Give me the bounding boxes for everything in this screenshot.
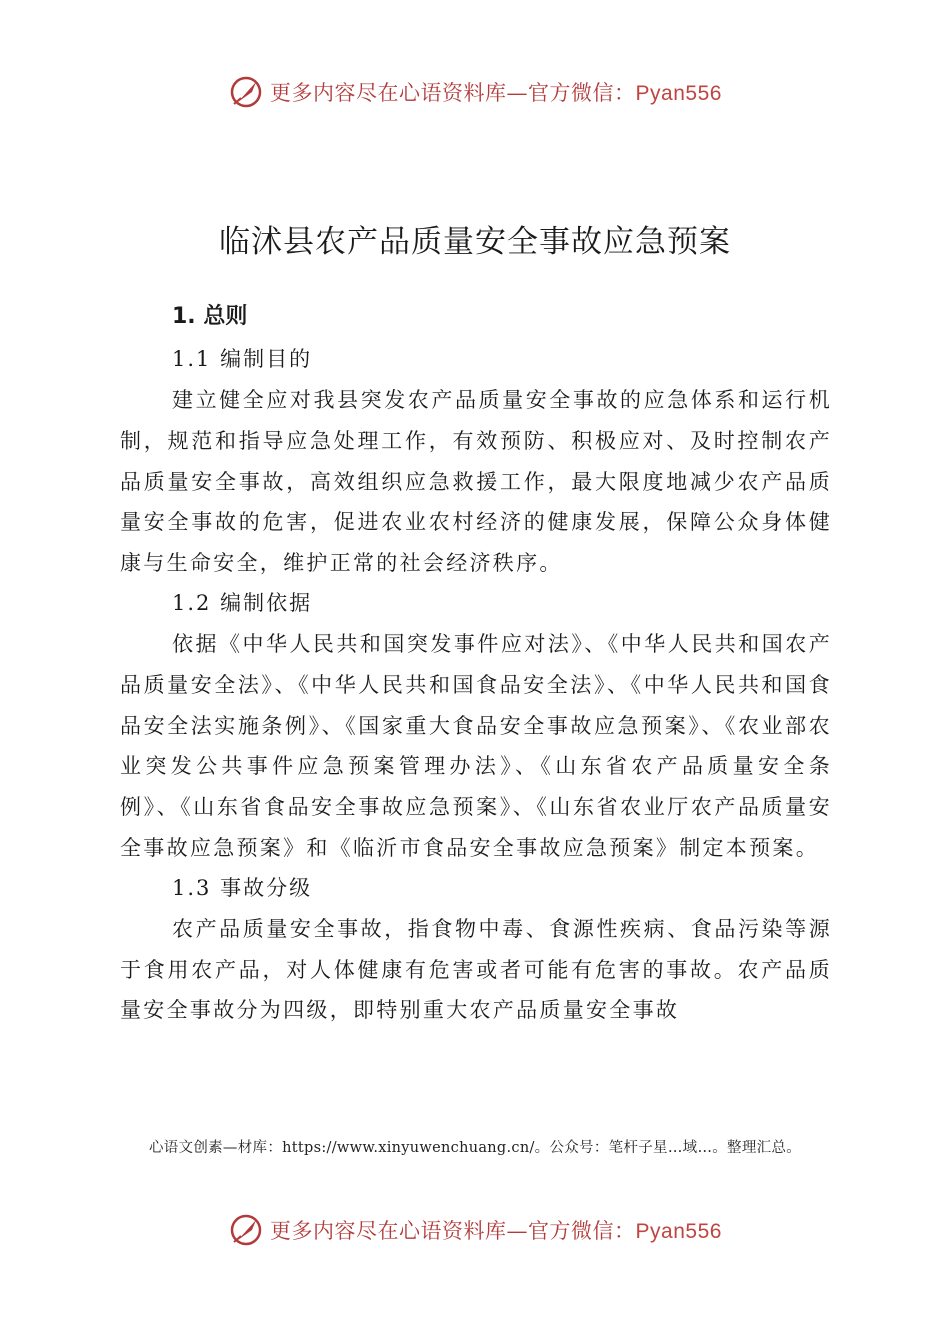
quill-pen-logo-icon bbox=[228, 74, 264, 110]
subsection-heading-purpose: 1.1 编制目的 bbox=[172, 347, 313, 371]
section-heading-general: 1. 总则 bbox=[172, 304, 248, 329]
paragraph-basis: 依据《中华人民共和国突发事件应对法》、《中华人民共和国农产品质量安全法》、《中华人民共和国食品安全法》、《中华人民共和国食品安全法实施条例》、《国家重大食品安全事故应急预案》、《农业部农业突发公共事件应急预案管理办法》、《山东省农产品质量安全条例》、《山东省食品安全事故应急预案》、《山东省农业厅农产品质量安全事故应急预案》和《临沂市食品安全事故应急预案》制定本预案。 bbox=[120, 631, 832, 860]
banner-text: 更多内容尽在心语资料库—官方微信：Pyan556 bbox=[270, 81, 722, 105]
subsection-heading-classification: 1.3 事故分级 bbox=[172, 875, 313, 900]
subsection-heading-basis: 1.2 编制依据 bbox=[172, 590, 313, 615]
banner-text: 更多内容尽在心语资料库—官方微信：Pyan556 bbox=[270, 1219, 722, 1243]
wechat-id: Pyan556 bbox=[635, 1220, 722, 1243]
top-banner bbox=[0, 70, 950, 114]
bottom-banner bbox=[0, 1208, 950, 1252]
paragraph-purpose: 建立健全应对我县突发农产品质量安全事故的应急体系和运行机制，规范和指导应急处理工作，有效预防、积极应对、及时控制农产品质量安全事故，高效组织应急救援工作，最大限度地减少农产品质量安全事故的危害，促进农业农村经济的健康发展，保障公众身体健康与生命安全，维护正常的社会经济秩序。 bbox=[120, 388, 832, 576]
source-footnote: 心语文创素—材库：https://www.xinyuwenchuang.cn/。公众号：笔杆子星…域…。整理汇总。 bbox=[148, 1140, 802, 1156]
document-title: 临沭县农产品质量安全事故应急预案 bbox=[219, 224, 731, 260]
paragraph-classification: 农产品质量安全事故，指食物中毒、食源性疾病、食品污染等源于食用农产品，对人体健康有危害或者可能有危害的事故。农产品质量安全事故分为四级，即特别重大农产品质量安全事故 bbox=[120, 916, 832, 1023]
wechat-id: Pyan556 bbox=[635, 82, 722, 105]
quill-pen-logo-icon bbox=[228, 1212, 264, 1248]
document-body bbox=[120, 300, 832, 1033]
